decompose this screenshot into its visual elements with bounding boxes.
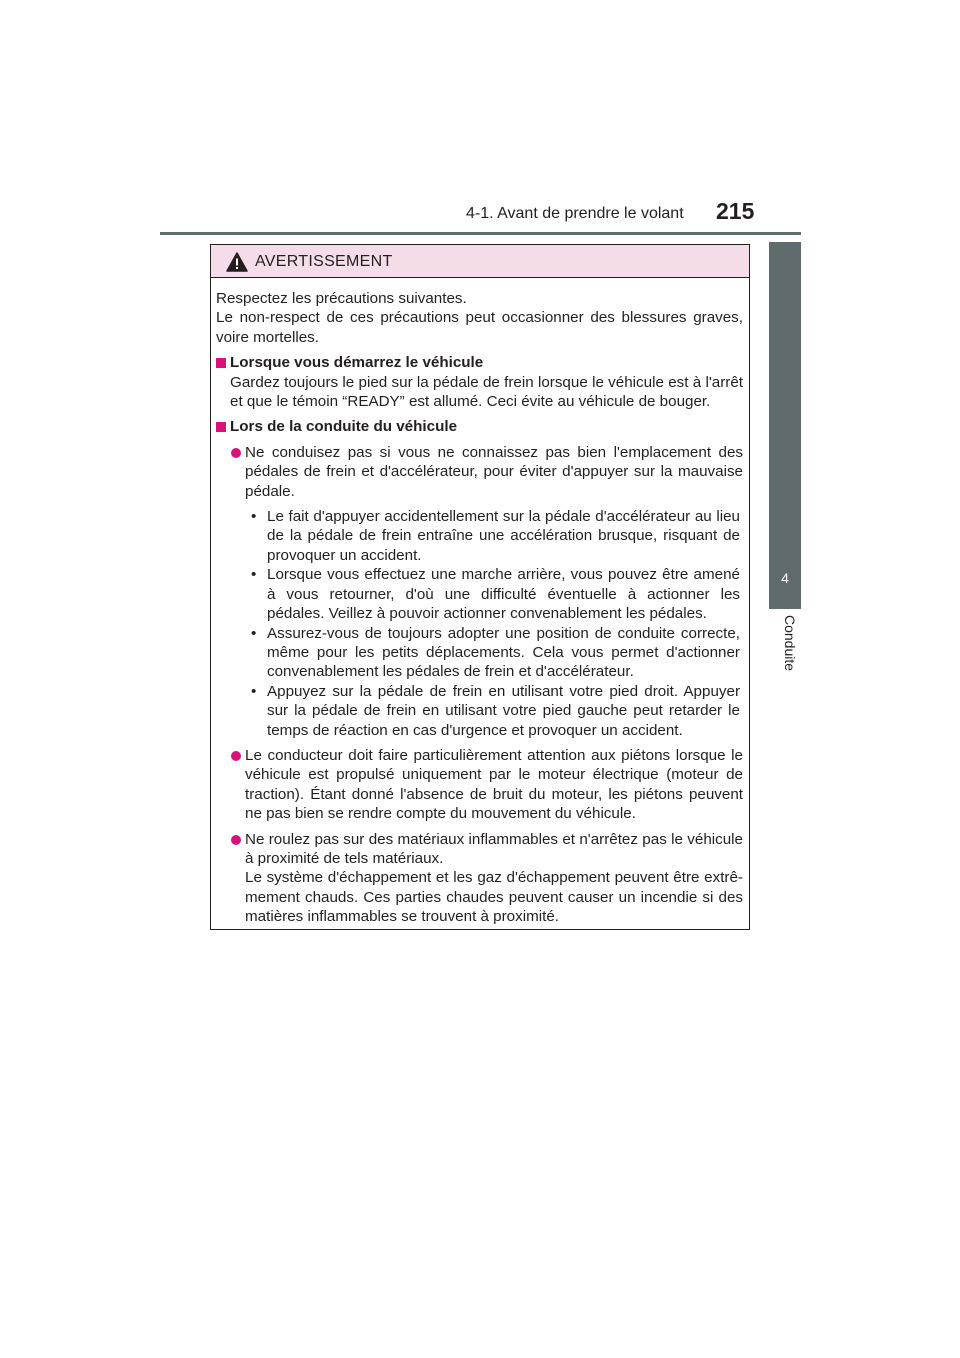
intro-line-1: Respectez les précautions suivantes. <box>216 290 467 307</box>
list-item <box>230 443 743 501</box>
warning-title: AVERTISSEMENT <box>255 253 393 270</box>
item-text: Ne conduisez pas si vous ne connaissez pas bien l'emplacement des pédales de frein et d'accélérateur, pour éviter d'appuyer sur la mauvaise pédale. <box>245 443 743 500</box>
sub-bullet-item: • Appuyez sur la pédale de frein en utilisant votre pied droit. Appuyer sur la pédale de frein en utilisant votre pied gauche peut retarder le temps de réaction en cas d'urgence et provoquer un accident. <box>251 682 740 739</box>
magenta-dot-icon <box>231 448 241 458</box>
item-text-continued: Le système d'échappement et les gaz d'échappement peuvent être extrê-mement chauds. Ces parties chaudes peuvent causer un incendie si des matières inflammables se trouvent à proximité. <box>245 869 743 926</box>
warning-box <box>210 244 750 930</box>
section-text: Gardez toujours le pied sur la pédale de frein lorsque le véhicule est à l'arrêt et que le témoin “READY” est allumé. Ceci évite au véhicule de bouger. <box>230 373 743 411</box>
intro-line-2: Le non-respect de ces précautions peut occasionner des blessures graves, voire mortelles. <box>216 309 743 346</box>
sub-bullet-list <box>245 507 743 740</box>
sub-bullet-item: • Lorsque vous effectuez une marche arrière, vous pouvez être amené à vous retourner, d'où une difficulté éventuelle à actionner les pédales. Veillez à pouvoir actionner convenablement les pédales. <box>251 566 740 623</box>
magenta-dot-icon <box>231 835 241 845</box>
chapter-tab <box>769 242 801 609</box>
page-number: 215 <box>716 198 755 224</box>
header-rule <box>160 232 801 235</box>
section-heading: Lorsque vous démarrez le véhicule <box>230 354 484 372</box>
section-starting <box>216 353 743 372</box>
item-text: Ne roulez pas sur des matériaux inflammables et n'arrêtez pas le véhicule à proximité de tels matériaux. <box>245 830 743 867</box>
chapter-number: 4 <box>781 570 789 586</box>
section-driving <box>216 417 743 436</box>
list-item <box>230 830 743 927</box>
warning-body <box>216 289 743 927</box>
section-title: 4-1. Avant de prendre le volant <box>466 205 684 222</box>
sub-bullet-item: • Assurez-vous de toujours adopter une position de conduite correcte, même pour les petits déplacements. Cela vous permet d'actionner convenablement les pédales de frein et d'accélérateur. <box>251 624 740 681</box>
warning-header <box>211 245 749 278</box>
section-heading: Lors de la conduite du véhicule <box>230 418 458 436</box>
magenta-dot-icon <box>231 751 241 761</box>
magenta-square-icon <box>216 358 226 368</box>
item-text: Le conducteur doit faire particulièrement attention aux piétons lorsque le véhicule est propulsé uniquement par le moteur électrique (moteur de traction). Étant donné l'absence de bruit du moteur, les piétons peuvent ne pas bien se rendre compte du mouvement du véhicule. <box>245 746 743 823</box>
sub-bullet-item: • Le fait d'appuyer accidentellement sur la pédale d'accélérateur au lieu de la pédale de frein entraîne une accélération brusque, risquant de provoquer un accident. <box>251 508 740 564</box>
list-item <box>230 746 743 824</box>
warning-triangle-icon <box>226 252 248 272</box>
magenta-square-icon <box>216 422 226 432</box>
chapter-label: Conduite <box>782 615 798 672</box>
